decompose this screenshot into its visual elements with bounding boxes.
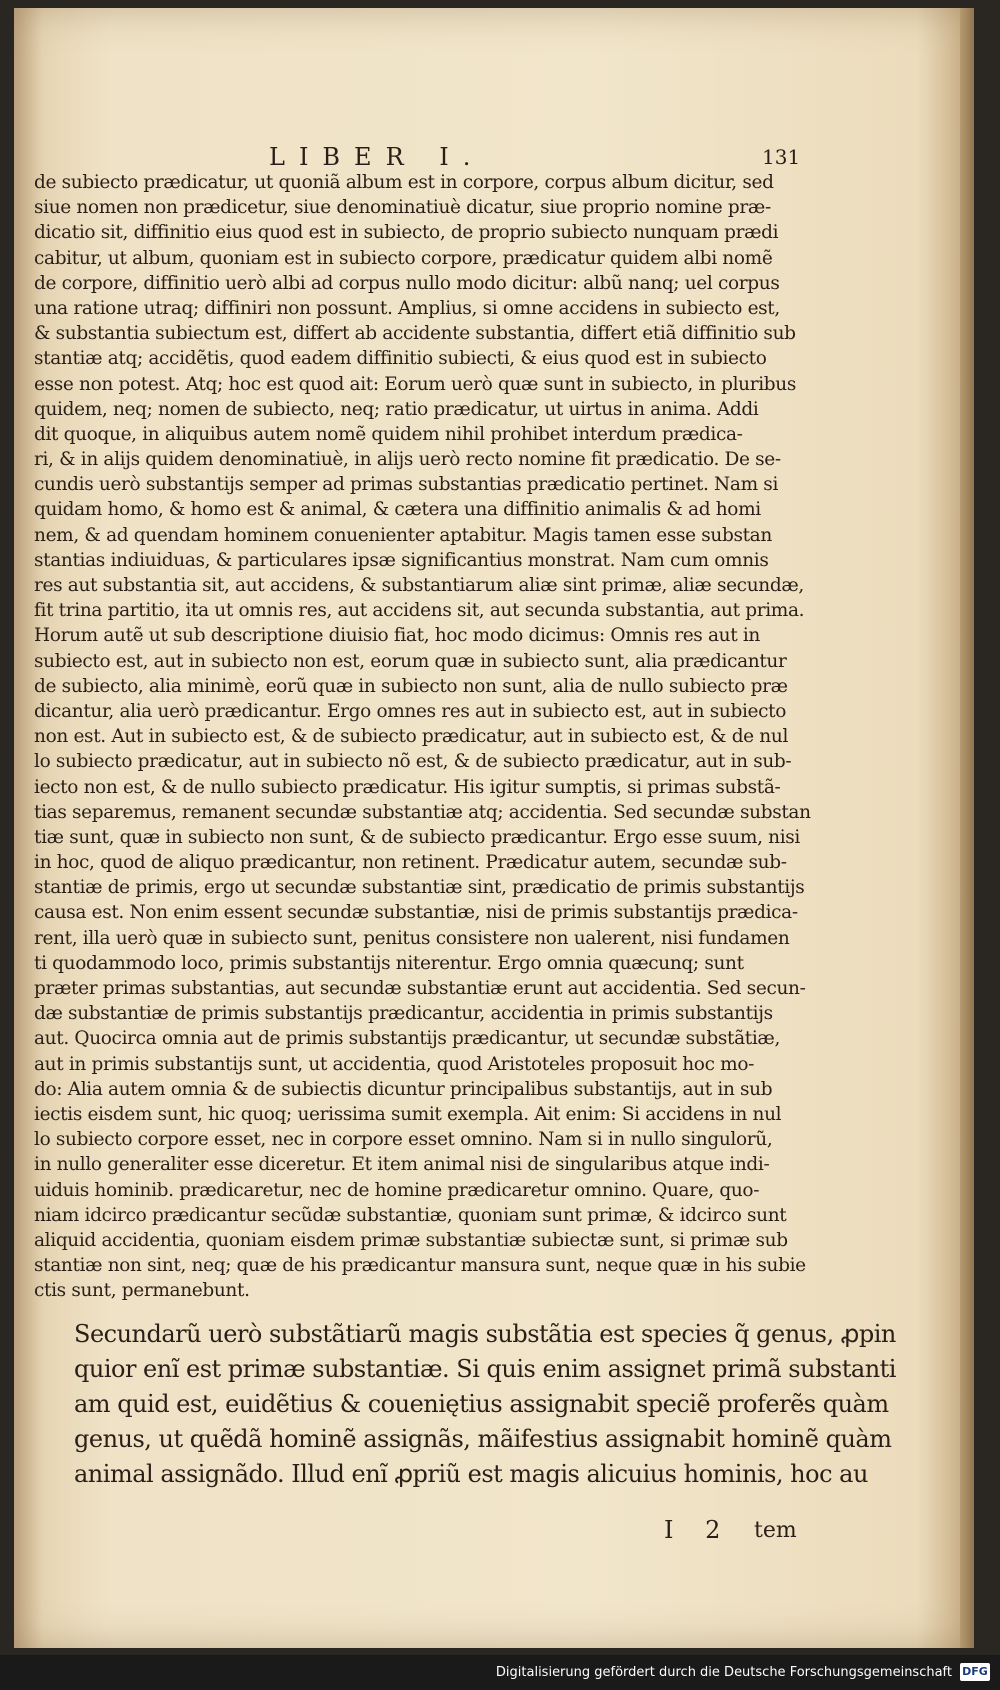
text-line: non est. Aut in subiecto est, & de subiecto prædicatur, aut in subiecto est, & de nul	[34, 726, 789, 748]
running-title: LIBER I.	[269, 143, 485, 171]
commentary-text	[34, 170, 896, 1492]
text-line: aut in primis substantijs sunt, ut accidentia, quod Aristoteles proposuit hoc mo-	[34, 1053, 755, 1075]
dfg-logo: DFG	[960, 1663, 990, 1681]
text-line: dicatio sit, diffinitio eius quod est in subiecto, de proprio subiecto nunquam prædi	[34, 222, 779, 244]
lemma-line: Secundarũ uerò substãtiarũ magis substãtia est species q̃ genus, ꝓpin	[74, 1320, 896, 1349]
text-line: lo subiecto corpore esset, nec in corpore esset omnino. Nam si in nullo singulorũ,	[34, 1129, 773, 1151]
lemma-line: quior enĩ est primæ substantiæ. Si quis enim assignet primã substanti	[74, 1355, 896, 1384]
text-line: dicantur, alia uerò prædicantur. Ergo omnes res aut in subiecto est, aut in subiecto	[34, 700, 786, 722]
text-line: nem, & ad quendam hominem conuenienter aptabitur. Magis tamen esse substan	[34, 524, 772, 546]
text-line: & substantia subiectum est, differt ab accidente substantia, differt etiã diffinitio sub	[34, 323, 796, 345]
signature-mark: I 2	[664, 1516, 733, 1544]
text-line: una ratione utraq; diffiniri non possunt. Amplius, si omne accidens in subiecto est,	[34, 297, 780, 319]
text-line: præter primas substantias, aut secundæ substantiæ erunt aut accidentia. Sed secun-	[34, 978, 806, 999]
digitization-footer	[0, 1655, 1000, 1690]
text-line: subiecto est, aut in subiecto non est, eorum quæ in subiecto sunt, alia prædicantur	[34, 650, 787, 672]
text-line: tias separemus, remanent secundæ substantiæ atq; accidentia. Sed secundæ substan	[34, 801, 811, 823]
text-line: quidem, neq; nomen de subiecto, neq; ratio prædicatur, ut uirtus in anima. Addi	[34, 398, 759, 420]
text-line: ti quodammodo loco, primis substantijs niterentur. Ergo omnia quæcunq; sunt	[34, 952, 744, 974]
text-line: quidam homo, & homo est & animal, & cætera una diffinitio animalis & ad homi	[34, 499, 761, 521]
text-line: stantiæ de primis, ergo ut secundæ substantiæ sint, prædicatio de primis substantijs	[34, 877, 805, 899]
commentary-body	[34, 170, 811, 1303]
lemma-text	[74, 1317, 896, 1492]
book-page	[14, 8, 974, 1648]
text-line: iectis eisdem sunt, hic quoq; uerissima sumit exempla. Ait enim: Si accidens in nul	[34, 1103, 782, 1125]
text-line: cabitur, ut album, quoniam est in subiecto corpore, prædicatur quidem albi nomẽ	[34, 247, 773, 269]
text-line: do: Alia autem omnia & de subiectis dicuntur principalibus substantijs, aut in sub	[34, 1078, 773, 1100]
text-line: siue nomen non prædicetur, siue denominatiuè dicatur, siue proprio nomine præ-	[34, 197, 771, 219]
text-line: in nullo generaliter esse diceretur. Et item animal nisi de singularibus atque indi-	[34, 1154, 770, 1176]
lemma-line: animal assignãdo. Illud enĩ ꝓpriũ est magis alicuius hominis, hoc au	[74, 1460, 868, 1489]
text-line: cundis uerò substantijs semper ad primas substantias prædicatio pertinet. Nam si	[34, 474, 779, 496]
text-line: de subiecto, alia minimè, eorũ quæ in subiecto non sunt, alia de nullo subiecto præ	[34, 675, 788, 697]
text-line: niam idcirco prædicantur secũdæ substantiæ, quoniam sunt primæ, & idcirco sunt	[34, 1204, 787, 1226]
text-line: fit trina partitio, ita ut omnis res, aut accidens sit, aut secunda substantia, aut prima.	[34, 600, 805, 622]
text-line: de subiecto prædicatur, ut quoniã album est in corpore, corpus album dicitur, sed	[34, 172, 774, 193]
text-line: dit quoque, in aliquibus autem nomẽ quidem nihil prohibet interdum prædica-	[34, 423, 743, 445]
text-line: stantias indiuiduas, & particulares ipsæ significantius monstrat. Nam cum omnis	[34, 549, 769, 571]
text-line: causa est. Non enim essent secundæ substantiæ, nisi de primis substantijs prædica-	[34, 902, 798, 924]
text-line: de corpore, diffinitio uerò albi ad corpus nullo modo dicitur: albũ nanq; uel corpus	[34, 272, 780, 294]
page-foot	[14, 1516, 974, 1546]
text-line: lo subiecto prædicatur, aut in subiecto nõ est, & de subiecto prædicatur, aut in sub-	[34, 751, 792, 773]
text-line: stantiæ non sint, neq; quæ de his prædicantur mansura sunt, neque quæ in his subie	[34, 1255, 806, 1277]
text-line: aliquid accidentia, quoniam eisdem primæ substantiæ subiectæ sunt, si primæ sub	[34, 1229, 788, 1251]
page-edge	[960, 8, 974, 1648]
text-line: ctis sunt, permanebunt.	[34, 1280, 250, 1302]
text-line: Horum autẽ ut sub descriptione diuisio fiat, hoc modo dicimus: Omnis res aut in	[34, 625, 760, 647]
text-line: iecto non est, & de nullo subiecto prædicatur. His igitur sumptis, si primas substã-	[34, 776, 781, 798]
lemma-line: am quid est, euidẽtius & coueniętius assignabit speciẽ proferẽs quàm	[74, 1390, 889, 1419]
funding-credit: Digitalisierung gefördert durch die Deutsche Forschungsgemeinschaft	[495, 1665, 952, 1680]
section-gap	[34, 1303, 794, 1317]
text-line: stantiæ atq; accidẽtis, quod eadem diffinitio subiecti, & eius quod est in subiecto	[34, 348, 767, 370]
text-line: aut. Quocirca omnia aut de primis substantijs prædicantur, ut secundæ substãtiæ,	[34, 1028, 780, 1050]
lemma-line: genus, ut quẽdã hominẽ assignãs, mãifestius assignabit hominẽ quàm	[74, 1425, 892, 1454]
text-line: res aut substantia sit, aut accidens, & substantiarum aliæ sint primæ, aliæ secundæ,	[34, 575, 804, 596]
catchword: tem	[754, 1518, 797, 1543]
text-line: dæ substantiæ de primis substantijs prædicantur, accidentia in primis substantijs	[34, 1003, 773, 1025]
running-head	[14, 143, 974, 173]
text-line: ri, & in alijs quidem denominatiuè, in alijs uerò recto nomine fit prædicatio. De se-	[34, 449, 781, 471]
text-line: rent, illa uerò quæ in subiecto sunt, penitus consistere non ualerent, nisi fundamen	[34, 927, 790, 949]
text-line: esse non potest. Atq; hoc est quod ait: Eorum uerò quæ sunt in subiecto, in pluribus	[34, 373, 796, 395]
text-line: uiduis hominib. prædicaretur, nec de homine prædicaretur omnino. Quare, quo-	[34, 1179, 760, 1201]
folio-number: 131	[762, 145, 801, 169]
text-line: tiæ sunt, quæ in subiecto non sunt, & de subiecto prædicantur. Ergo esse suum, nisi	[34, 826, 800, 848]
text-line: in hoc, quod de aliquo prædicantur, non retinent. Prædicatur autem, secundæ sub-	[34, 852, 787, 874]
